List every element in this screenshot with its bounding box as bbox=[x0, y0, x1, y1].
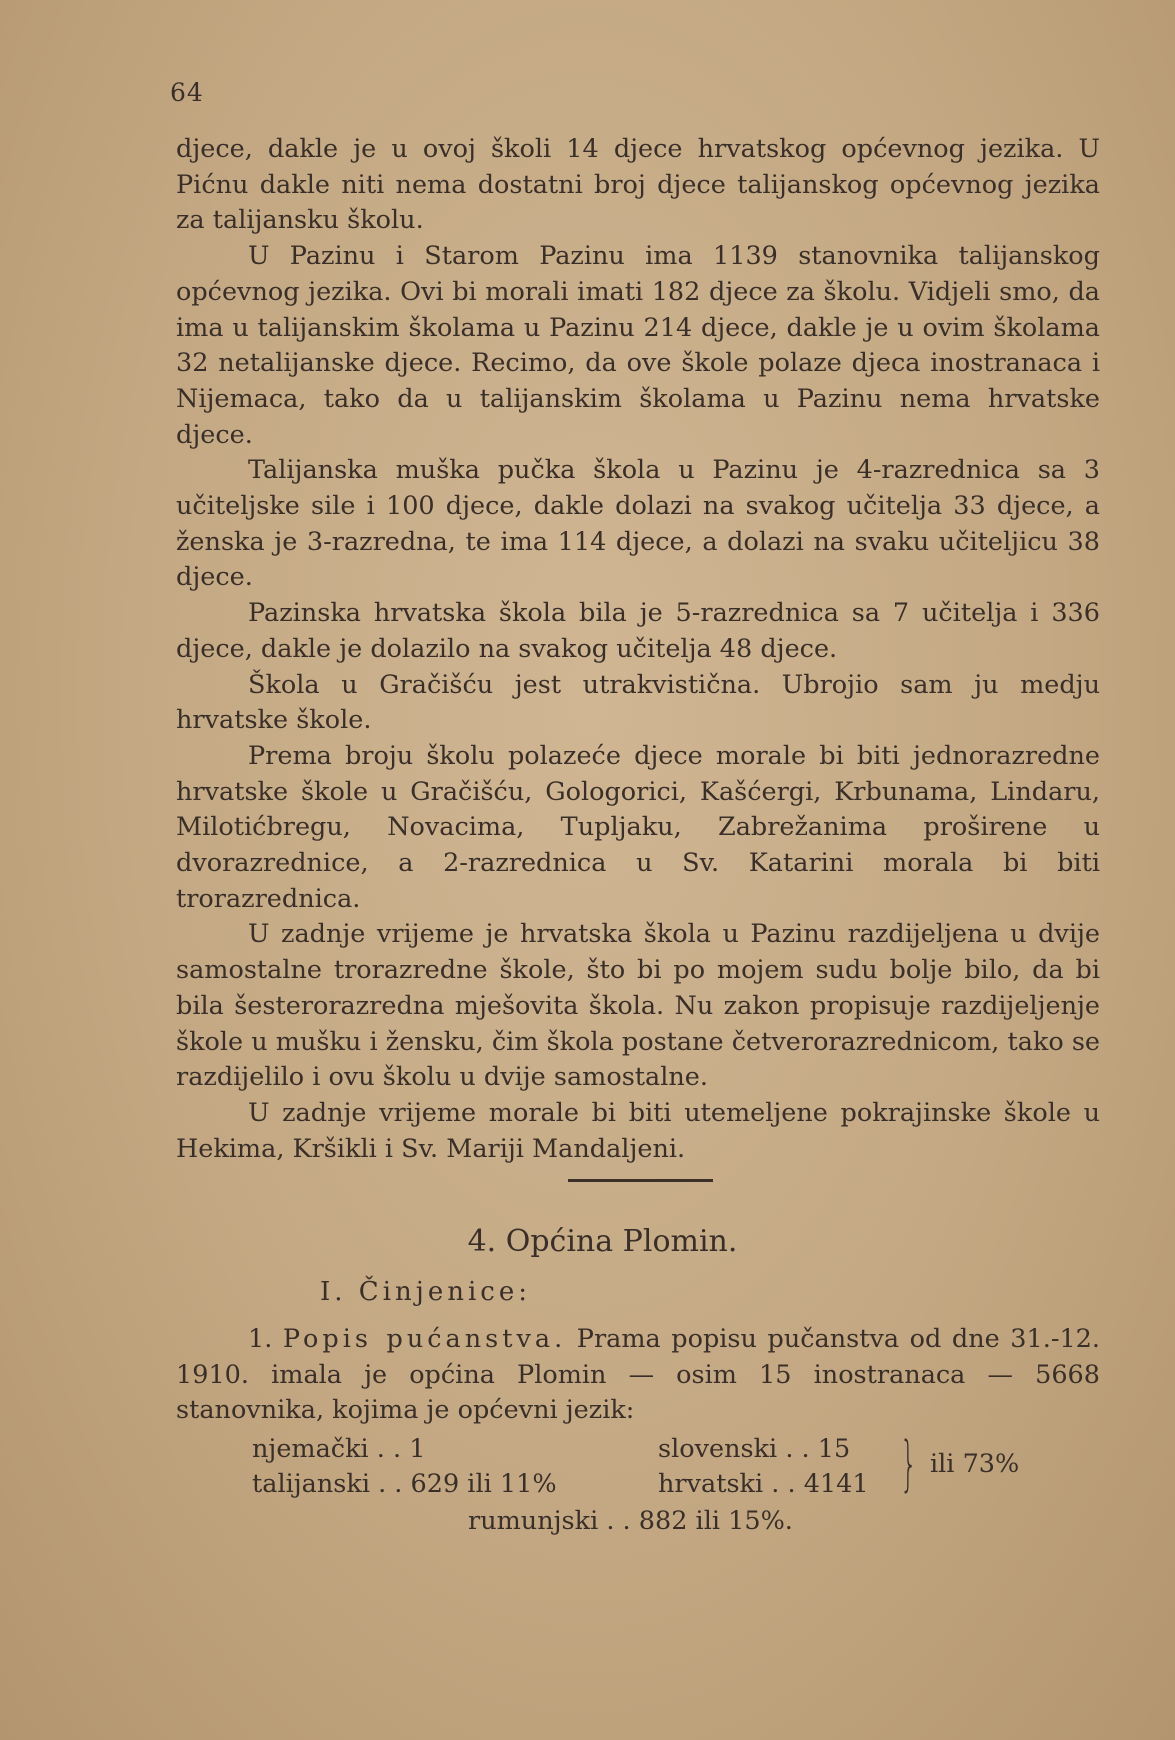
paragraph: Prema broju školu polazeće djece morale bi biti jednorazredne hrvatske škole u Gračišću, Gologorici, Kašćergi, Krbunama, Lindaru, Milotićbregu, Novacima, Tupljaku, Zabrežanima proširene u dvorazrednice, a 2-razrednica u Sv. Katarini morala bi biti trorazrednica. bbox=[176, 740, 1100, 914]
language-slovene: slovenski . . 15 bbox=[658, 1434, 851, 1464]
subheading: I. Činjenice: bbox=[320, 1277, 531, 1307]
paragraph: djece, dakle je u ovoj školi 14 djece hrvatskog općevnog jezika. U Pićnu dakle niti nema dostatni broj djece talijanskog općevnog jezika za talijansku školu. bbox=[176, 134, 1100, 236]
paragraph: U zadnje vrijeme morale bi biti utemeljene pokrajinske škole u Hekima, Kršikli i Sv. Mariji Mandaljeni. bbox=[176, 1097, 1100, 1164]
census-number: 1. bbox=[248, 1324, 273, 1354]
section-title: 4. Općina Plomin. bbox=[467, 1224, 738, 1259]
paragraph: U Pazinu i Starom Pazinu ima 1139 stanovnika talijanskog općevnog jezika. Ovi bi morali imati 182 djece za školu. Vidjeli smo, da ima u talijanskim školama u Pazinu 214 djece, dakle je u ovim školama 32 netalijanske djece. Recimo, da ove škole polaze djeca inostranaca i Nijemaca, tako da u talijanskim školama u Pazinu nema hrvatske djece. bbox=[176, 241, 1100, 450]
language-german: njemački . . 1 bbox=[252, 1434, 426, 1464]
census-text bbox=[176, 1322, 1100, 1429]
paragraph: U zadnje vrijeme je hrvatska škola u Pazinu razdijeljena u dvije samostalne trorazredne škole, što bi po mojem sudu bolje bilo, da bi bila šesterorazredna mješovita škola. Nu zakon propisuje razdijeljenje škole u mušku i žensku, čim škola postane četverorazrednicom, tako se razdijelilo i ovu školu u dvije samostalne. bbox=[176, 919, 1100, 1093]
paragraph: Škola u Gračišću jest utrakvistična. Ubrojio sam ju medju hrvatske škole. bbox=[176, 669, 1100, 736]
right-brace-icon: } bbox=[900, 1429, 918, 1499]
language-croatian: hrvatski . . 4141 bbox=[658, 1469, 869, 1499]
paragraph: Talijanska muška pučka škola u Pazinu je 4-razrednica sa 3 učiteljske sile i 100 djece, dakle dolazi na svakog učitelja 33 djece, a ženska je 3-razredna, te ima 114 djece, a dolazi na svaku učiteljicu 38 djece. bbox=[176, 455, 1100, 593]
language-romanian: rumunjski . . 882 ili 15%. bbox=[468, 1506, 793, 1536]
census-label: Popis pućanstva. bbox=[282, 1324, 567, 1354]
section-divider bbox=[568, 1179, 713, 1182]
body-text bbox=[176, 132, 1100, 1167]
language-italian: talijanski . . 629 ili 11% bbox=[252, 1469, 557, 1499]
paragraph: Pazinska hrvatska škola bila je 5-razrednica sa 7 učitelja i 336 djece, dakle je dolazilo na svakog učitelja 48 djece. bbox=[176, 598, 1100, 664]
brace-note: ili 73% bbox=[930, 1449, 1020, 1479]
page-number: 64 bbox=[170, 78, 204, 107]
census-body: Prama popisu pučanstva od dne 31.-12. 1910. imala je općina Plomin — osim 15 inostranaca — 5668 stanovnika, kojima je općevni jezik: bbox=[176, 1324, 1100, 1426]
census-paragraph bbox=[176, 1322, 1100, 1429]
